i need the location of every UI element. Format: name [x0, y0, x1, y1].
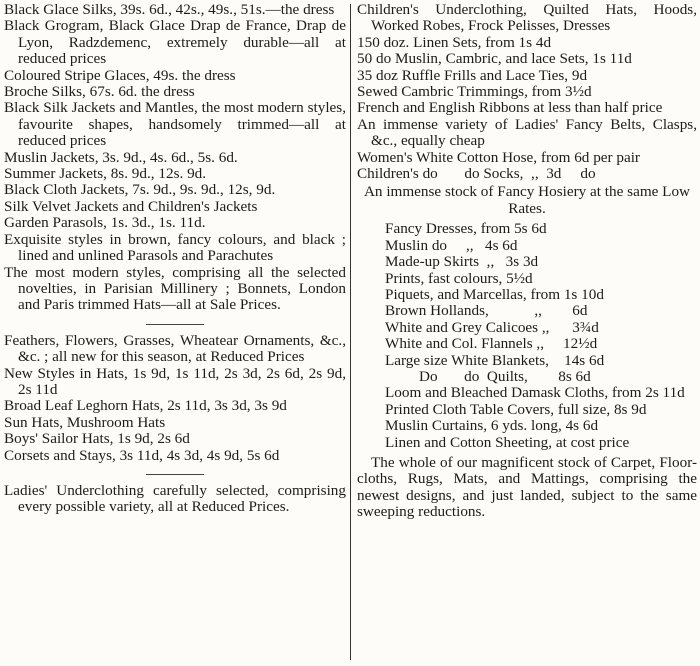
list-item: Sewed Cambric Trimmings, from 3½d [357, 83, 592, 101]
right-column [357, 2, 697, 521]
price-line: Large size White Blankets, 14s 6d [385, 351, 605, 369]
list-item: An immense variety of Ladies' Fancy Belts, Clasps, &c., equally cheap [357, 115, 697, 150]
closing-paragraph: The whole of our magnificent stock of Carpet, Floor-cloths, Rugs, Mats, and Mattings, comprising the newest designs, and just landed, subject to the same sweeping reductions. [357, 453, 697, 521]
list-item: Coloured Stripe Glaces, 49s. the dress [4, 66, 236, 84]
list-item: Silk Velvet Jackets and Children's Jackets [4, 197, 258, 215]
list-item: Feathers, Flowers, Grasses, Wheatear Ornaments, &c., &c. ; all new for this season, at Reduced Prices [4, 331, 346, 366]
price-line: Piquets, and Marcellas, from 1s 10d [385, 285, 604, 303]
price-line: Muslin do ,, 4s 6d [385, 236, 518, 254]
price-line: Loom and Bleached Damask Cloths, from 2s 11d [385, 384, 685, 402]
price-line: Muslin Curtains, 6 yds. long, 4s 6d [385, 417, 599, 435]
left-column [4, 2, 346, 516]
list-item: Broad Leaf Leghorn Hats, 2s 11d, 3s 3d, 3s 9d [4, 397, 287, 415]
list-item: Black Cloth Jackets, 7s. 9d., 9s. 9d., 12s, 9d. [4, 181, 276, 199]
hosiery-heading: An immense stock of Fancy Hosiery at the same Low Rates. [363, 183, 691, 217]
price-line: White and Grey Calicoes ,, 3¾d [385, 318, 599, 336]
list-item: Black Glace Silks, 39s. 6d., 42s., 49s., 51s.—the dress [4, 1, 335, 18]
price-line: Linen and Cotton Sheeting, at cost price [385, 433, 630, 451]
list-item: Muslin Jackets, 3s. 9d., 4s. 6d., 5s. 6d. [4, 148, 238, 166]
list-item: Children's Underclothing, Quilted Hats, Hoods, Worked Robes, Frock Pelisses, Dresses [357, 1, 697, 35]
list-item: New Styles in Hats, 1s 9d, 1s 11d, 2s 3d, 2s 6d, 2s 9d, 2s 11d [4, 364, 346, 398]
list-item: Black Silk Jackets and Mantles, the most modern styles, favourite shapes, handsomely trimmed—all at reduced prices [4, 99, 346, 150]
list-item: Women's White Cotton Hose, from 6d per pair [357, 148, 640, 166]
column-divider [350, 4, 351, 660]
list-item: 35 doz Ruffle Frills and Lace Ties, 9d [357, 66, 588, 84]
section-rule [146, 474, 204, 475]
list-item: French and English Ribbons at less than half price [357, 99, 663, 117]
price-line: White and Col. Flannels ,, 12½d [385, 335, 598, 353]
list-item: The most modern styles, comprising all the selected novelties, in Parisian Millinery ; Bonnets, London and Paris trimmed Hats—all at Sale Prices. [4, 263, 346, 314]
list-item: Garden Parasols, 1s. 3d., 1s. 11d. [4, 214, 206, 232]
list-item: Sun Hats, Mushroom Hats [4, 413, 166, 431]
price-line: Brown Hollands, ,, 6d [385, 302, 588, 320]
list-item: 150 doz. Linen Sets, from 1s 4d [357, 33, 552, 51]
list-item: 50 do Muslin, Cambric, and lace Sets, 1s 11d [357, 50, 632, 68]
list-item: Boys' Sailor Hats, 1s 9d, 2s 6d [4, 430, 190, 448]
price-line: Printed Cloth Table Covers, full size, 8s 9d [385, 400, 647, 418]
list-item: Broche Silks, 67s. 6d. the dress [4, 83, 195, 101]
list-item: Ladies' Underclothing carefully selected, comprising every possible variety, all at Reduced Prices. [4, 481, 346, 516]
price-line: Fancy Dresses, from 5s 6d [385, 220, 547, 238]
list-item: Exquisite styles in brown, fancy colours, and black ; lined and unlined Parasols and Parachutes [4, 230, 346, 265]
list-item: Summer Jackets, 8s. 9d., 12s. 9d. [4, 165, 207, 183]
price-line: Made-up Skirts ,, 3s 3d [385, 253, 539, 271]
list-item: Children's do do Socks, ,, 3d do [357, 165, 596, 183]
section-rule [146, 324, 204, 325]
list-item: Corsets and Stays, 3s 11d, 4s 3d, 4s 9d, 5s 6d [4, 446, 280, 464]
list-item: Black Grogram, Black Glace Drap de France, Drap de Lyon, Radzdemenc, extremely durable—all at reduced prices [4, 17, 346, 68]
price-line: Do do Quilts, 8s 6d [419, 367, 591, 385]
price-line: Prints, fast colours, 5½d [385, 269, 533, 287]
